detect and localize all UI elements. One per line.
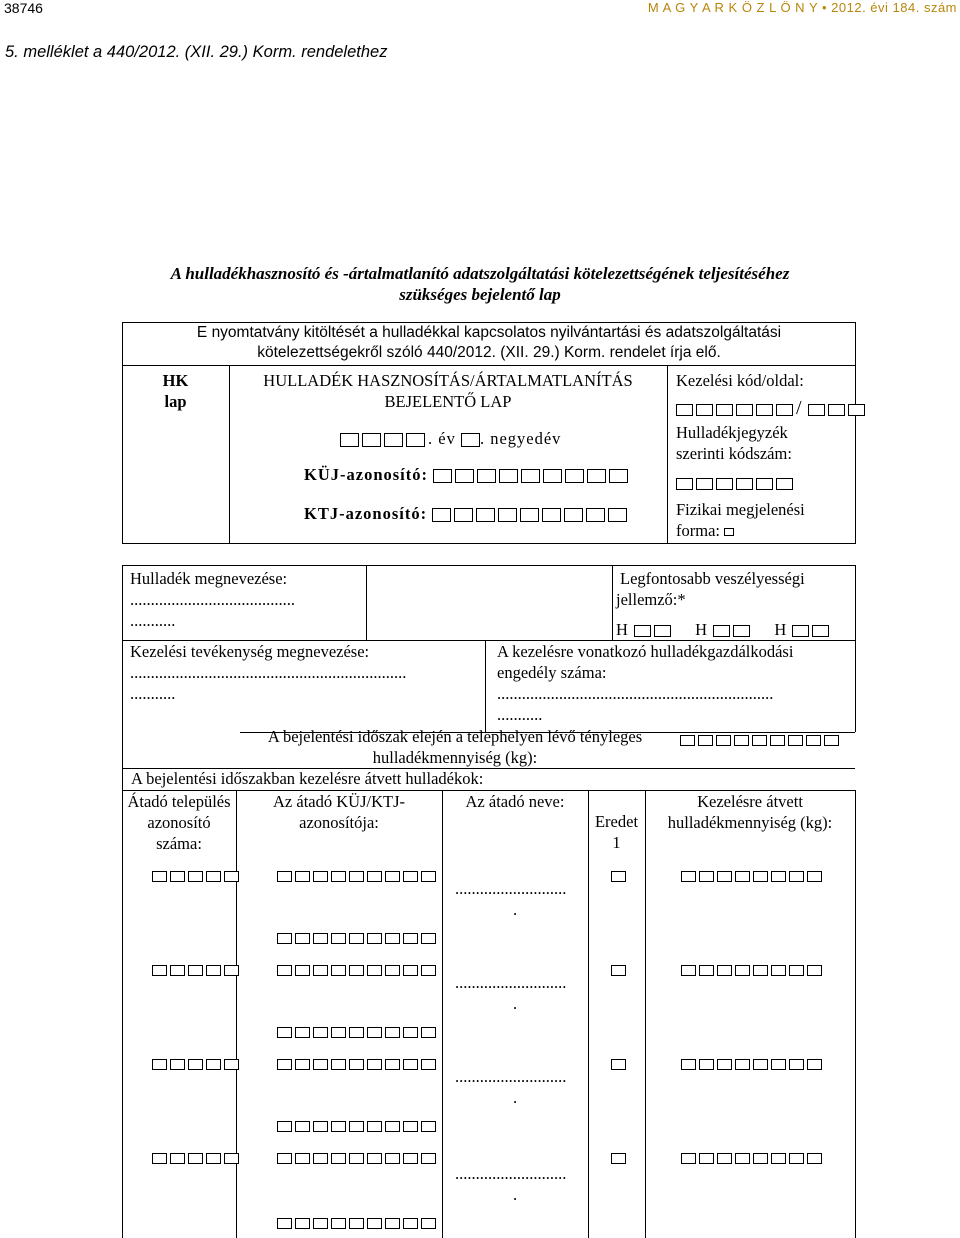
name-dots: ........................... (455, 1067, 567, 1086)
waste-code-line-2: szerinti kódszám: (676, 444, 792, 463)
hazard-h-1: H (616, 620, 629, 639)
activity-dots-2: ........... (130, 684, 176, 703)
slash: / (796, 397, 803, 419)
opening-line-2: hulladékmennyiség (kg): (372, 748, 538, 767)
permit-block (497, 641, 793, 725)
kuj-code-input[interactable] (277, 1149, 439, 1167)
ktj-code-input[interactable] (277, 929, 439, 947)
activity-label: Kezelési tevékenység megnevezése: (130, 642, 370, 661)
header-kuj-ktj-line-2: azonosítója: (299, 813, 379, 832)
title-line-2: szükséges bejelentő lap (399, 285, 561, 304)
kuj-code-input[interactable] (277, 867, 439, 885)
treatment-code-label: Kezelési kód/oldal: (676, 371, 804, 390)
amount-input[interactable] (681, 867, 825, 885)
waste-name-dots-1: ........................................ (130, 590, 295, 609)
kuj-row (304, 464, 631, 485)
kuj-code-input[interactable] (277, 961, 439, 979)
name-dots-end: . (513, 994, 518, 1013)
kuj-input[interactable] (433, 465, 631, 484)
name-dots: ........................... (455, 879, 567, 898)
intro-divider (122, 365, 856, 366)
lap-label: lap (164, 392, 187, 411)
middle-left-border (122, 565, 123, 792)
ktj-label: KTJ-azonosító: (304, 504, 428, 523)
physical-form-label (676, 499, 805, 541)
name-dots-end: . (513, 1088, 518, 1107)
permit-line-1: A kezelésre vonatkozó hulladékgazdálkodási (497, 642, 794, 661)
header-kuj-ktj-line-1: Az átadó KÜJ/KTJ- (273, 792, 405, 811)
year-input[interactable] (340, 429, 428, 448)
hazard-line-1: Legfontosabb veszélyességi (620, 569, 805, 588)
intro-text (122, 323, 856, 363)
hk-lap-label (122, 370, 229, 412)
page-input[interactable] (808, 399, 868, 418)
permit-dots-2: ........... (497, 705, 543, 724)
journal-header: M A G Y A R K Ö Z L Ö N Y • 2012. évi 184. szám (647, 0, 957, 15)
code-divider (667, 365, 668, 544)
quarter-label: . negyedév (479, 429, 562, 448)
hazard-input-3[interactable] (792, 620, 832, 639)
name-dots: ........................... (455, 973, 567, 992)
handover-name-field[interactable] (455, 972, 566, 1014)
ktj-row (304, 503, 630, 524)
document-title (100, 263, 860, 305)
origin-input[interactable] (611, 1055, 629, 1073)
header-settlement-line-1: Átadó település (127, 792, 231, 811)
amount-input[interactable] (681, 1055, 825, 1073)
treatment-code-row (676, 398, 868, 419)
amount-input[interactable] (681, 961, 825, 979)
header-settlement-line-3: száma: (156, 834, 202, 853)
opening-amount-input[interactable] (680, 731, 842, 749)
waste-name-label: Hulladék megnevezése: (130, 569, 288, 588)
origin-input[interactable] (611, 961, 629, 979)
received-label: A bejelentési időszakban kezelésre átvett hulladékok: (131, 769, 484, 788)
ktj-code-input[interactable] (277, 1023, 439, 1041)
header-amount-line-2: hulladékmennyiség (kg): (667, 813, 833, 832)
table-header-name: Az átadó neve: (465, 792, 565, 811)
settlement-code-input[interactable] (152, 961, 242, 979)
activity-dots-1: ................................................................... (130, 663, 407, 682)
report-title-line-1: HULLADÉK HASZNOSÍTÁS/ÁRTALMATLANÍTÁS (263, 371, 633, 390)
settlement-code-input[interactable] (152, 1055, 242, 1073)
table-row (122, 1048, 855, 1138)
waste-name-block (130, 568, 295, 631)
header-origin-line-2: 1 (612, 833, 621, 852)
header-amount-line-1: Kezelésre átvett (697, 792, 803, 811)
year-quarter-row (340, 428, 561, 449)
physical-form-line-2: forma: (676, 521, 720, 540)
waste-code-line-1: Hulladékjegyzék (676, 423, 788, 442)
kuj-code-input[interactable] (277, 1055, 439, 1073)
annex-label: 5. melléklet a 440/2012. (XII. 29.) Korm. rendelethez (5, 43, 388, 61)
waste-name-dots-2: ........... (130, 611, 176, 630)
physical-form-line-1: Fizikai megjelenési (676, 500, 805, 519)
header-settlement-line-2: azonosító (147, 813, 211, 832)
hazard-h-3: H (774, 620, 788, 639)
activity-divider (485, 640, 486, 732)
ktj-code-input[interactable] (277, 1117, 439, 1135)
hazard-block (616, 568, 805, 610)
report-title-line-2: BEJELENTŐ LAP (384, 392, 512, 411)
handover-name-field[interactable] (455, 1163, 566, 1205)
name-dots-end: . (513, 1185, 518, 1204)
hazard-input-2[interactable] (713, 620, 753, 639)
hazard-input-1[interactable] (634, 620, 674, 639)
middle-top-border (122, 565, 855, 566)
activity-block (130, 641, 406, 704)
waste-code-label (676, 422, 792, 464)
intro-line-1: E nyomtatvány kitöltését a hulladékkal kapcsolatos nyilvántartási és adatszolgáltatási (196, 324, 782, 341)
hazard-h-2: H (695, 620, 709, 639)
report-title (229, 370, 667, 412)
waste-name-divider (366, 565, 367, 640)
permit-right-border (855, 640, 856, 732)
hazard-codes-row (616, 619, 832, 640)
opening-line-1: A bejelentési időszak elején a telephelyen lévő tényleges (267, 727, 643, 746)
table-header-amount (645, 791, 855, 833)
handover-name-field[interactable] (455, 878, 566, 920)
waste-code-input[interactable] (676, 475, 796, 493)
settlement-code-input[interactable] (152, 867, 242, 885)
handover-name-field[interactable] (455, 1066, 566, 1108)
opening-amount-label (240, 726, 670, 768)
table-header-kuj-ktj (236, 791, 442, 833)
page-number: 38746 (4, 0, 43, 16)
top-box-bottom-border (122, 543, 856, 544)
table-row (122, 954, 855, 1044)
hazard-divider (612, 565, 613, 640)
middle-right-border (855, 565, 856, 640)
ktj-input[interactable] (432, 504, 630, 523)
table-header-settlement (122, 791, 236, 854)
hazard-line-2: jellemző:* (616, 590, 686, 609)
permit-line-2: engedély száma: (497, 663, 607, 682)
kuj-label: KÜJ-azonosító: (304, 465, 428, 484)
name-dots-end: . (513, 900, 518, 919)
header-origin-line-1: Eredet (594, 812, 639, 831)
amount-input[interactable] (681, 1149, 825, 1167)
table-row (122, 860, 855, 950)
table-row (122, 1142, 855, 1238)
settlement-code-input[interactable] (152, 1149, 242, 1167)
year-label: . év (428, 429, 456, 448)
title-line-1: A hulladékhasznosító és -ártalmatlanító adatszolgáltatási kötelezettségének teljesítéséhez (170, 264, 790, 283)
permit-dots-1: ................................................................... (497, 684, 774, 703)
table-right-border (855, 790, 856, 1238)
hk-label: HK (162, 371, 189, 390)
origin-input[interactable] (611, 1149, 629, 1167)
treatment-code-input[interactable] (676, 399, 796, 418)
physical-form-input[interactable] (724, 528, 734, 536)
name-dots: ........................... (455, 1164, 567, 1183)
intro-line-2: kötelezettségekről szóló 440/2012. (XII. 29.) Korm. rendelet írja elő. (257, 344, 721, 361)
ktj-code-input[interactable] (277, 1214, 439, 1232)
origin-input[interactable] (611, 867, 629, 885)
table-header-origin (588, 811, 645, 853)
